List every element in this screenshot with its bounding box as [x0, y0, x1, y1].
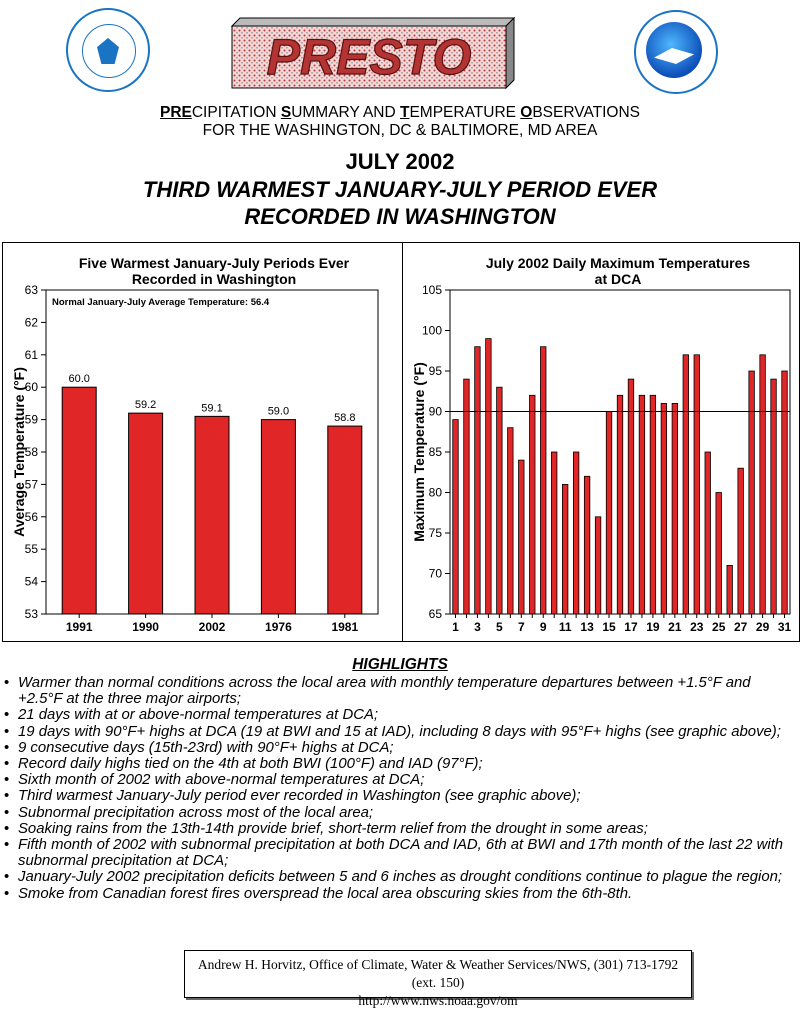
bar	[727, 565, 733, 614]
highlight-item: • Warmer than normal conditions across the local area with monthly temperature departures between +1.5°F and +2.5°F at the three major airports;	[4, 675, 794, 707]
subtitle-word: CIPITATION	[191, 104, 281, 121]
y-tick-label: 75	[428, 526, 442, 540]
y-tick-label: 90	[428, 404, 442, 419]
x-tick-label: 2002	[198, 620, 226, 634]
subtitle-word: EMPERATURE	[409, 104, 521, 121]
warmest-periods-chart	[2, 244, 400, 638]
y-tick-label: 80	[428, 485, 442, 500]
highlight-item: • Sixth month of 2002 with above-normal temperatures at DCA;	[4, 772, 794, 788]
bar	[464, 379, 470, 614]
bar	[716, 493, 722, 615]
acronym-letter: S	[280, 104, 292, 121]
highlight-item: • 21 days with at or above-normal temperatures at DCA;	[4, 707, 794, 723]
headline-subtitle	[0, 176, 800, 230]
contact-line: Andrew H. Horvitz, Office of Climate, Water & Weather Services/NWS, (301) 713-1792 (ext. 150)	[197, 957, 679, 990]
bar	[129, 413, 163, 614]
y-tick-label: 53	[24, 607, 38, 621]
y-tick-label: 63	[24, 283, 38, 297]
bar	[519, 460, 525, 614]
bar	[771, 379, 777, 614]
y-tick-label: 85	[428, 445, 442, 459]
bar	[530, 395, 536, 614]
bar	[328, 426, 362, 614]
bar	[650, 395, 656, 614]
bar	[782, 371, 788, 614]
y-axis-label: Maximum Temperature (°F)	[411, 362, 427, 542]
daily-max-chart	[404, 244, 796, 638]
bar	[628, 379, 634, 614]
acronym-letter: O	[520, 104, 533, 121]
plot-area	[11, 283, 378, 634]
bar	[475, 347, 481, 614]
x-tick-label: 15	[602, 620, 616, 634]
bar	[749, 371, 755, 614]
x-tick-label: 1991	[65, 620, 93, 634]
y-tick-label: 62	[24, 315, 38, 330]
x-tick-label: 7	[517, 620, 525, 634]
x-tick-label: 19	[646, 620, 660, 634]
x-tick-label: 13	[580, 620, 594, 634]
acronym-letter: T	[400, 104, 410, 121]
headline-line-2: RECORDED IN WASHINGTON	[244, 204, 556, 229]
bar	[486, 339, 492, 614]
bar	[62, 387, 96, 614]
bar	[760, 355, 766, 614]
x-tick-label: 21	[668, 620, 682, 634]
y-tick-label: 58	[24, 445, 38, 459]
y-tick-label: 95	[428, 364, 442, 378]
headline-line-1: THIRD WARMEST JANUARY-JULY PERIOD EVER	[142, 177, 658, 202]
chart-title-line: July 2002 Daily Maximum Temperatures	[485, 255, 751, 271]
x-tick-label: 11	[558, 620, 572, 634]
chart-title	[486, 255, 751, 287]
bar	[497, 387, 503, 614]
x-tick-label: 27	[733, 620, 748, 634]
bar	[595, 517, 601, 614]
x-tick-label: 29	[755, 620, 770, 634]
highlight-item: • January-July 2002 precipitation deficits between 5 and 6 inches as drought conditions continue to plague the region;	[4, 869, 794, 885]
chart-title	[79, 255, 350, 287]
report-subtitle	[0, 104, 800, 140]
x-tick-label: 1981	[331, 620, 359, 634]
noaa-seal-logo	[628, 10, 728, 92]
bar	[453, 420, 459, 614]
bar-value-label: 60.0	[68, 373, 90, 386]
bar-value-label: 59.0	[267, 405, 290, 418]
y-axis-label: Average Temperature (°F)	[11, 367, 27, 537]
bar	[738, 468, 744, 614]
bar-value-label: 58.8	[334, 412, 356, 425]
charts-divider	[402, 242, 403, 642]
y-tick-label: 70	[428, 566, 442, 581]
subtitle-acronym-line	[0, 104, 800, 122]
normal-temperature-annotation: Normal January-July Average Temperature: 56.4	[52, 297, 270, 308]
bar	[195, 416, 229, 614]
x-tick-label: 5	[496, 620, 503, 634]
subtitle-word: BSERVATIONS	[532, 104, 641, 121]
bar	[694, 355, 700, 614]
acronym-letter: PRE	[159, 104, 192, 121]
plot-area	[411, 283, 792, 634]
highlight-item: • Record daily highs tied on the 4th at both BWI (100°F) and IAD (97°F);	[4, 756, 794, 772]
x-tick-label: 17	[624, 620, 638, 634]
presto-logo	[218, 14, 518, 92]
highlight-item: • Smoke from Canadian forest fires overspread the local area obscuring skies from the 6th-8th.	[4, 886, 794, 902]
chart-title-line: Recorded in Washington	[131, 271, 297, 287]
bar	[661, 403, 667, 614]
highlights-list	[4, 675, 794, 902]
x-tick-label: 23	[690, 620, 704, 634]
bar	[551, 452, 557, 614]
bar	[540, 347, 546, 614]
x-tick-label: 25	[712, 620, 726, 634]
bar-value-label: 59.1	[201, 402, 223, 415]
highlight-item: • Subnormal precipitation across most of the local area;	[4, 805, 794, 821]
y-tick-label: 54	[24, 574, 38, 589]
y-tick-label: 61	[24, 347, 38, 362]
presto-logo-graphic	[218, 14, 518, 92]
report-month: JULY 2002	[345, 149, 455, 174]
highlights-title: HIGHLIGHTS	[352, 656, 448, 673]
x-tick-label: 1976	[265, 620, 292, 634]
highlight-item: • Third warmest January-July period ever recorded in Washington (see graphic above);	[4, 788, 794, 804]
highlight-item: • 9 consecutive days (15th-23rd) with 90°F+ highs at DCA;	[4, 740, 794, 756]
bar	[672, 403, 678, 614]
bar	[617, 395, 623, 614]
y-tick-label: 100	[421, 323, 442, 338]
y-tick-label: 60	[24, 380, 38, 395]
bar	[508, 428, 514, 614]
y-tick-label: 57	[24, 477, 38, 492]
x-tick-label: 1990	[132, 620, 159, 634]
bar	[705, 452, 711, 614]
bar	[261, 420, 295, 614]
website-link[interactable]: http://www.nws.noaa.gov/om	[358, 993, 518, 1008]
x-tick-label: 31	[777, 620, 792, 634]
bar	[584, 476, 590, 614]
chart-title-line: at DCA	[594, 271, 642, 287]
highlight-item: • 19 days with 90°F+ highs at DCA (19 at BWI and 15 at IAD), including 8 days with 95°F+ highs (see graphic above);	[4, 724, 794, 740]
bar	[573, 452, 579, 614]
y-tick-label: 65	[428, 607, 442, 621]
y-tick-label: 105	[421, 283, 442, 297]
highlight-item: • Fifth month of 2002 with subnormal precipitation at both DCA and IAD, 6th at BWI and 17th month of the last 22 with subnormal precipitation at DCA;	[4, 837, 794, 869]
y-tick-label: 56	[24, 509, 38, 524]
headline	[0, 148, 800, 230]
chart-title-line: Five Warmest January-July Periods Ever	[78, 255, 350, 271]
commerce-seal-logo	[66, 8, 150, 92]
bar	[683, 355, 689, 614]
highlight-item: • Soaking rains from the 13th-14th provide brief, short-term relief from the drought in some areas;	[4, 821, 794, 837]
bar-value-label: 59.2	[134, 399, 157, 412]
x-tick-label: 1	[452, 620, 459, 634]
bar	[562, 484, 568, 614]
y-tick-label: 55	[24, 542, 38, 557]
y-tick-label: 59	[24, 412, 38, 427]
x-tick-label: 9	[539, 620, 547, 634]
subtitle-word: UMMARY AND	[291, 104, 400, 121]
subtitle-area-line: FOR THE WASHINGTON, DC & BALTIMORE, MD AREA	[202, 122, 598, 139]
bar	[639, 395, 645, 614]
x-tick-label: 3	[474, 620, 481, 634]
presto-logo-text: PRESTO	[266, 29, 472, 85]
contact-footer	[184, 950, 692, 1008]
bar	[606, 412, 612, 615]
